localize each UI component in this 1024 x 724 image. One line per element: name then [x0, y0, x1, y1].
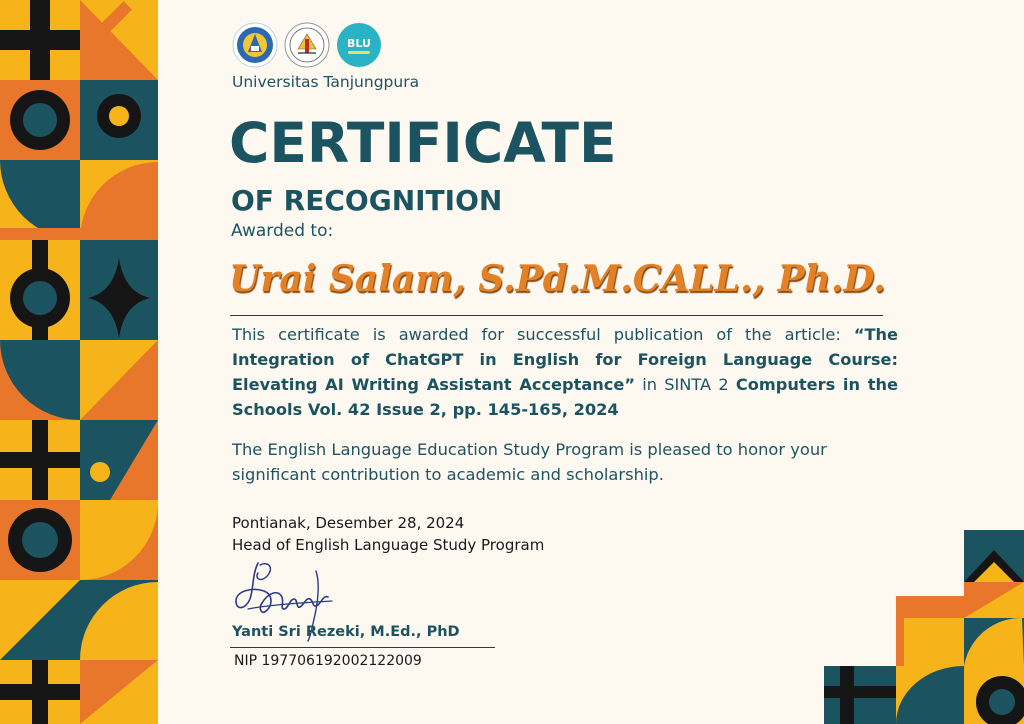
certificate-title: CERTIFICATE	[229, 111, 617, 175]
awarded-to-label: Awarded to:	[231, 221, 334, 241]
journal-citation: Computers in the Schools Vol. 42 Issue 2, pp. 145-165, 2024	[232, 375, 898, 419]
decorative-pattern-corner	[824, 524, 1024, 724]
signer-name: Yanti Sri Rezeki, M.Ed., PhD	[232, 624, 460, 640]
blu-logo-text: BLU	[347, 37, 371, 50]
place-date: Pontianak, Desember 28, 2024	[232, 514, 465, 532]
signer-nip: NIP 197706192002122009	[234, 653, 422, 669]
logo-row	[232, 22, 382, 68]
signature-line	[230, 647, 495, 648]
publication-statement	[232, 322, 898, 422]
decorative-pattern-left	[0, 0, 158, 724]
recipient-name: Urai Salam, S.Pd.M.CALL., Ph.D.	[229, 258, 886, 300]
kemdikbud-logo-icon	[232, 22, 278, 68]
university-name: Universitas Tanjungpura	[232, 73, 420, 91]
certificate-subtitle: OF RECOGNITION	[231, 184, 503, 217]
honor-statement: The English Language Education Study Program is pleased to honor your significant contribution to academic and scholarship.	[232, 440, 827, 484]
blu-logo-icon	[336, 22, 382, 68]
intro-text: This certificate is awarded for successful publication of the article:	[232, 325, 854, 344]
signer-position: Head of English Language Study Program	[232, 536, 545, 554]
article-title: “The Integration of ChatGPT in English for Foreign Language Course: Elevating AI Writing Assistant Acceptance”	[232, 325, 898, 394]
untan-seal-icon	[284, 22, 330, 68]
recipient-underline	[230, 315, 883, 316]
indexing-text: in SINTA 2	[635, 375, 736, 394]
